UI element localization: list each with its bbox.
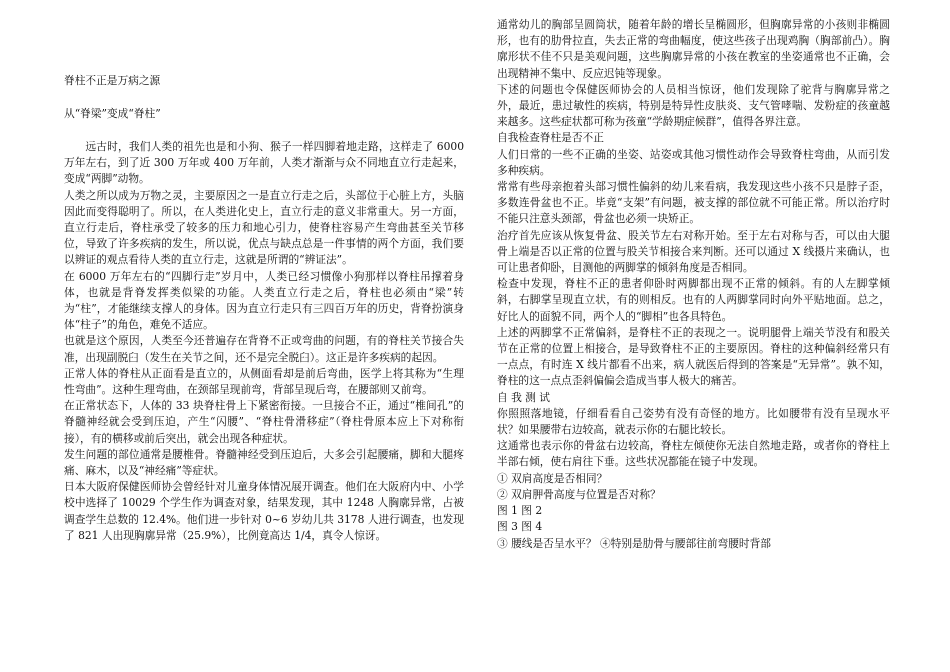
- checklist-item: ② 双肩胛骨高度与位置是否对称？: [497, 487, 661, 501]
- paragraph: 日本大阪府保健医师协会曾经针对儿童身体情况展开调查。他们在大阪府内中、小学校中选择了 10029 个学生作为调查对象，结果发现，其中 1248 人胸廓异常，占被调查学生总数的 12.4%。他们进一步针对 0~6 岁幼儿共 3178 人进行调查，也发现了 821 人出现胸廓异常（25.9%），比例竟高达 1/4，真令人惊讶。: [64, 480, 464, 542]
- section-subtitle: 从“脊梁”变成“脊柱”: [64, 107, 161, 120]
- section-heading: 自 我 测 试: [497, 390, 550, 404]
- paragraph: 治疗首先应该从恢复骨盆、股关节左右对称开始。至于左右对称与否，可以由大腿骨上端是否以正常的位置与股关节相接合来判断。还可以通过 X 线摄片来确认，也可让患者仰卧，目测他的两脚掌的倾斜角度是否相同。: [497, 228, 890, 275]
- checklist-item: ③ 腰线是否呈水平？ ④特别是肋骨与腰部往前弯腰时背部: [497, 536, 771, 550]
- paragraph: 你照照落地镜，仔细看看自己姿势有没有奇怪的地方。比如腰带有没有呈现水平状？如果腰带右边较高，就表示你的右腿比较长。: [497, 406, 890, 437]
- paragraph: 上述的两脚掌不正常偏斜，是脊柱不正的表现之一。说明腿骨上端关节没有和股关节在正常的位置上相接合，是导致脊柱不正的主要原因。脊柱的这种偏斜经常只有一点点，有时连 X 线片都看不出来，病人就医后得到的答案是“无异常”。孰不知，脊柱的这一点点歪斜偏偏会造成当事人极大的痛苦。: [497, 325, 890, 388]
- paragraph: 人们日常的一些不正确的坐姿、站姿或其他习惯性动作会导致脊柱弯曲，从而引发多种疾病。: [497, 147, 890, 177]
- section-heading: 自我检查脊柱是否不正: [497, 131, 604, 145]
- paragraph: 人类之所以成为万物之灵，主要原因之一是直立行走之后，头部位于心脏上方，头脑因此而变得聪明了。所以，在人类进化史上，直立行走的意义非常重大。另一方面，直立行走后，脊柱承受了较多的压力和地心引力，使脊柱容易产生弯曲甚至关节移位，导致了许多疾病的发生，所以说，优点与缺点总是一件事情的两个方面，我们要以辨证的观点看待人类的直立行走，这就是所谓的“辨证法”。: [64, 188, 464, 267]
- paragraph: 正常人体的脊柱从正面看是直立的，从侧面看却是前后弯曲，医学上将其称为“生理性弯曲”。这种生理弯曲，在颈部呈现前弯，背部呈现后弯，在腰部则又前弯。: [64, 366, 464, 397]
- figure-labels: 图 3 图 4: [497, 520, 543, 534]
- figure-labels: 图 1 图 2: [497, 504, 543, 518]
- right-body: [497, 17, 890, 552]
- paragraph: 在正常状态下，人体的 33 块脊柱骨上下紧密衔接。一旦接合不正，通过“椎间孔”的脊髓神经就会受到压迫，产生“闪腰”、“脊柱骨滑移症”（脊柱骨原本应上下对称衔接），有的横移或前后突出，就会出现各种症状。: [64, 399, 464, 445]
- paragraph: 常常有些母亲抱着头部习惯性偏斜的幼儿来看病，我发现这些小孩不只是脖子歪，多数连骨盆也不正。毕竟“支架”有问题，被支撑的部位就不可能正常。所以治疗时不能只注意头颈部，骨盆也必须一块矫正。: [497, 180, 890, 226]
- paragraph: 检查中发现，脊柱不正的患者仰卧时两脚都出现不正常的倾斜。有的人左脚掌倾斜，右脚掌呈现直立状，有的则相反。也有的人两脚掌同时向外平贴地面。总之，好比人的面貌不同，两个人的“脚相”也各具特色。: [497, 277, 890, 323]
- paragraph: 远古时，我们人类的祖先也是和小狗、猴子一样四脚着地走路，这样走了 6000 万年左右，到了近 300 万年或 400 万年前，人类才渐渐与众不同地直立行走起来，变成“两脚”动物。: [64, 140, 464, 186]
- paragraph: 也就是这个原因，人类至今还普遍存在背脊不正或弯曲的问题，有的脊柱关节接合失准，出现副脱臼（发生在关节之间，还不是完全脱臼）。这正是许多疾病的起因。: [64, 334, 464, 364]
- paragraph: 在 6000 万年左右的“四脚行走”岁月中，人类已经习惯像小狗那样以脊柱吊撑着身体，也就是背脊发挥类似梁的功能。人类直立行走之后，脊柱也必须由“梁”转为“柱”，才能继续支撑人的身体。因为直立行走只有三四百万年的历史，背脊扮演身体“柱子”的角色，难免不适应。: [64, 269, 464, 332]
- document-title: 脊柱不正是万病之源: [64, 74, 161, 87]
- paragraph: 下述的问题也令保健医师协会的人员相当惊讶，他们发现除了驼背与胸廓异常之外，最近，患过敏性的疾病，特别是特异性皮肤炎、支气管哮喘、发粉症的孩童越来越多。这些症状都可称为孩童“学龄期症候群”，值得各界注意。: [497, 82, 890, 129]
- paragraph: 这通常也表示你的骨盆右边较高，脊柱左倾使你无法自然地走路，或者你的脊柱上半部右倾，使右肩往下垂。这些状况都能在镜子中发现。: [497, 439, 890, 469]
- checklist-item: ① 双肩高度是否相同？: [497, 471, 608, 485]
- paragraph: 通常幼儿的胸部呈圆筒状，随着年龄的增长呈椭圆形，但胸廓异常的小孩则非椭圆形，也有的肋骨拉直，失去正常的弯曲幅度，使这些孩子出现鸡胸（胸部前凸）。胸廓形状不佳不只是美观问题，这些胸廓异常的小孩在教室的坐姿通常也不正确，会出现精神不集中、反应迟钝等现象。: [497, 18, 890, 80]
- paragraph: 发生问题的部位通常是腰椎骨。脊髓神经受到压迫后，大多会引起腰痛，脚和大腿疼痛、麻木，以及“神经痛”等症状。: [64, 447, 464, 478]
- left-body: [64, 139, 464, 544]
